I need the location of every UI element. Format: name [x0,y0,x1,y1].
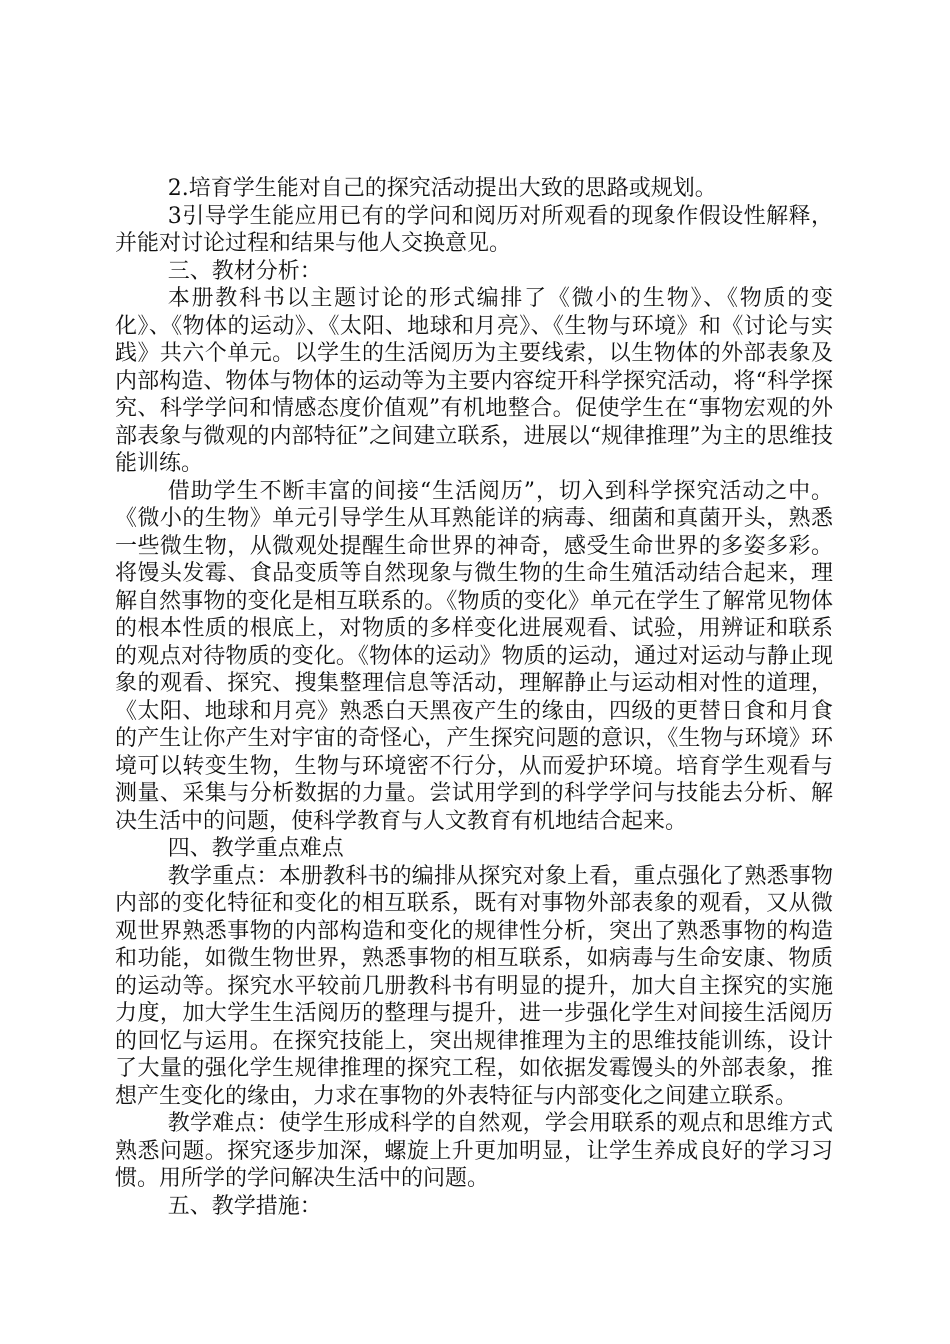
paragraph-objective-3: 3引导学生能应用已有的学问和阅历对所观看的现象作假设性解释，并能对讨论过程和结果与他人交换意见。 [115,203,833,256]
document-body [115,175,833,1220]
section-heading-teaching-measures: 五、教学措施： [167,1193,322,1219]
paragraph-textbook-overview: 本册教科书以主题讨论的形式编排了《微小的生物》、《物质的变化》、《物体的运动》、《太阳、地球和月亮》、《生物与环境》和《讨论与实践》共六个单元。以学生的生活阅历为主要线索，以生物体的外部表象及内部构造、物体与物体的运动等为主要内容绽开科学探究活动，将“科学探究、科学学问和情感态度价值观”有机地整合。促使学生在“事物宏观的外部表象与微观的内部特征”之间建立联系，进展以“规律推理”为主的思维技能训练。 [115,286,833,476]
paragraph-teaching-difficulty: 教学难点：使学生形成科学的自然观，学会用联系的观点和思维方式熟悉问题。探究逐步加深，螺旋上升更加明显，让学生养成良好的学习习惯。用所学的学问解决生活中的问题。 [115,1111,833,1191]
paragraph-teaching-focus: 教学重点：本册教科书的编排从探究对象上看，重点强化了熟悉事物内部的变化特征和变化的相互联系，既有对事物外部表象的观看，又从微观世界熟悉事物的内部构造和变化的规律性分析，突出了熟悉事物的构造和功能，如微生物世界，熟悉事物的相互联系，如病毒与生命安康、物质的运动等。探究水平较前几册教科书有明显的提升，加大自主探究的实施力度，加大学生生活阅历的整理与提升，进一步强化学生对间接生活阅历的回忆与运用。在探究技能上，突出规律推理为主的思维技能训练，设计了大量的强化学生规律推理的探究工程，如依据发霉馒头的外部表象，推想产生变化的缘由，力求在事物的外表特征与内部变化之间建立联系。 [115,863,833,1109]
paragraph-unit-descriptions: 借助学生不断丰富的间接“生活阅历”，切入到科学探究活动之中。《微小的生物》单元引导学生从耳熟能详的病毒、细菌和真菌开头，熟悉一些微生物，从微观处提醒生命世界的神奇，感受生命世界的多姿多彩。将馒头发霉、食品变质等自然现象与微生物的生命生殖活动结合起来，理解自然事物的变化是相互联系的。《物质的变化》单元在学生了解常见物体的根本性质的根底上，对物质的多样变化进展观看、试验，用辨证和联系的观点对待物质的变化。《物体的运动》物质的运动，通过对运动与静止现象的观看、探究、搜集整理信息等活动，理解静止与运动相对性的道理，《太阳、地球和月亮》熟悉白天黑夜产生的缘由，四级的更替日食和月食的产生让你产生对宇宙的奇怪心，产生探究问题的意识，《生物与环境》环境可以转变生物，生物与环境密不行分，从而爱护环境。培育学生观看与测量、采集与分析数据的力量。尝试用学到的科学学问与技能去分析、解决生活中的问题，使科学教育与人文教育有机地结合起来。 [115,478,833,834]
section-heading-key-points: 四、教学重点难点 [167,836,344,861]
paragraph-objective-2: 2.培育学生能对自己的探究活动提出大致的思路或规划。 [167,176,717,201]
section-heading-textbook-analysis: 三、教材分析： [167,258,322,284]
